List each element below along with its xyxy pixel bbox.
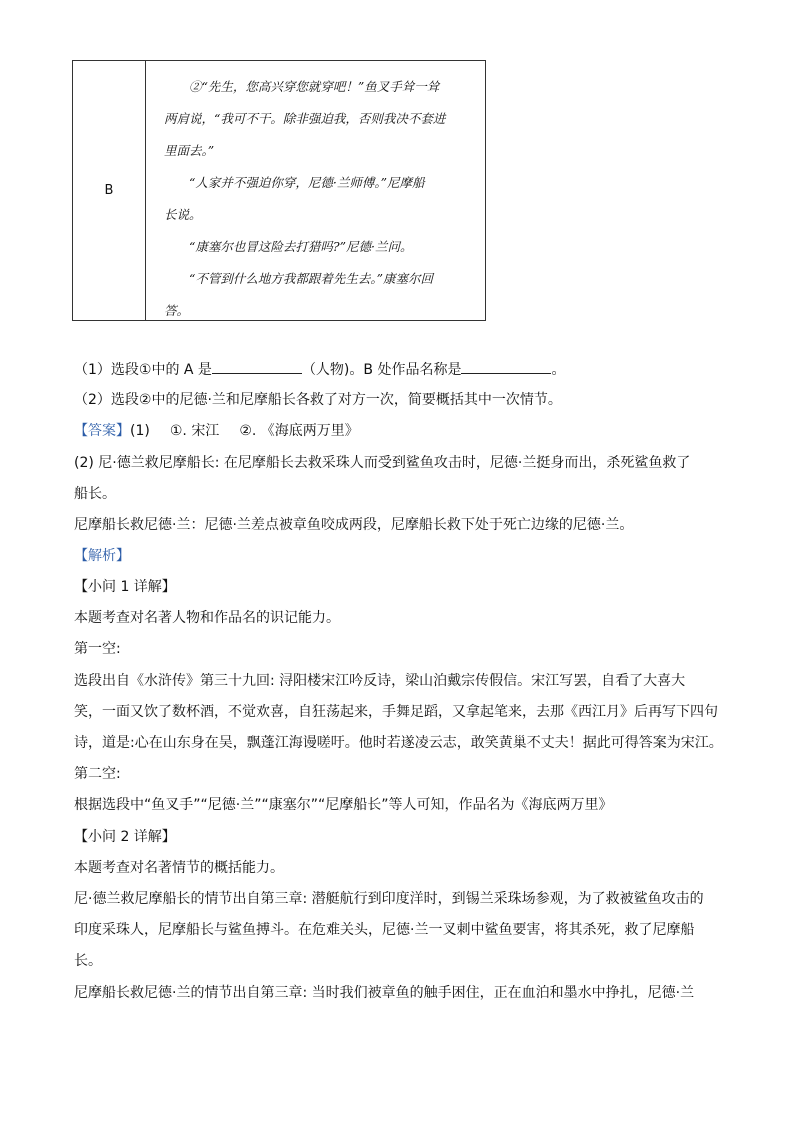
explanation-text: 第二空: <box>74 766 121 782</box>
answer-line: 【答案】(1) ①. 宋江 ②. 《海底两万里》 <box>74 423 359 439</box>
explanation-text: 选段出自《水浒传》第三十九回: 浔阳楼宋江吟反诗，梁山泊戴宗传假信。宋江写罢，自看了大喜大 <box>74 673 686 689</box>
answer-text: 尼摩船长救尼德·兰：尼德·兰差点被章鱼咬成两段，尼摩船长救下处于死亡边缘的尼德·兰。 <box>74 517 634 533</box>
excerpt-line: ②“先生，您高兴穿您就穿吧！”鱼叉手耸一耸 <box>189 79 440 94</box>
excerpt-table <box>72 60 486 321</box>
answer-label: 【答案】 <box>74 423 130 439</box>
explanation-text: 诗，道是:心在山东身在吴，飘蓬江海谩嗟吁。他时若遂凌云志，敢笑黄巢不丈夫！据此可得答案为宋江。 <box>74 735 723 751</box>
table-content-cell <box>146 61 485 320</box>
table-label-cell <box>73 61 146 320</box>
subquestion-2-label: 【小问 2 详解】 <box>74 829 176 845</box>
explanation-text: 尼摩船长救尼德·兰的情节出自第三章: 当时我们被章鱼的触手困住，正在血泊和墨水中挣扎，尼德·兰 <box>74 985 695 1001</box>
answer-blank <box>461 359 551 374</box>
explanation-text: 第一空: <box>74 641 121 657</box>
excerpt-line: 答。 <box>164 303 190 318</box>
excerpt-line: “人家并不强迫你穿，尼德·兰师傅。”尼摩船 <box>189 175 425 190</box>
excerpt-line: “康塞尔也冒这险去打猎吗?”尼德·兰问。 <box>189 239 413 254</box>
excerpt-line: 里面去。” <box>164 143 215 158</box>
question-2: （2）选段②中的尼德·兰和尼摩船长各救了对方一次，简要概括其中一次情节。 <box>74 392 562 408</box>
subquestion-1-label: 【小问 1 详解】 <box>74 579 176 595</box>
explanation-text: 根据选段中“鱼叉手”“尼德·兰”“康塞尔”“尼摩船长”等人可知，作品名为《海底两万里》 <box>74 797 613 813</box>
excerpt-line: 长说。 <box>164 207 202 222</box>
explanation-text: 本题考查对名著情节的概括能力。 <box>74 860 284 876</box>
explanation-text: 印度采珠人，尼摩船长与鲨鱼搏斗。在危难关头，尼德·兰一叉刺中鲨鱼要害，将其杀死，救了尼摩船 <box>74 922 695 938</box>
question-1: （1）选段①中的 A 是 （人物)。B 处作品名称是 。 <box>74 359 565 380</box>
explanation-text: 本题考查对名著人物和作品名的识记能力。 <box>74 610 340 626</box>
answer-text: 船长。 <box>74 486 116 502</box>
answer-text: (2) 尼·德兰救尼摩船长: 在尼摩船长去救采珠人而受到鲨鱼攻击时，尼德·兰挺身而出，杀死鲨鱼救了 <box>74 455 691 471</box>
explanation-text: 笑，一面又饮了数杯酒，不觉欢喜，自狂荡起来，手舞足蹈，又拿起笔来，去那《西江月》后再写下四句 <box>74 704 718 720</box>
table-label: B <box>104 183 114 198</box>
answer-blank <box>212 359 302 374</box>
explanation-text: 长。 <box>74 953 102 969</box>
excerpt-line: “不管到什么地方我都跟着先生去。”康塞尔回 <box>189 271 434 286</box>
excerpt-line: 两肩说，“我可不干。除非强迫我，否则我决不套进 <box>164 111 446 126</box>
analysis-label: 【解析】 <box>74 548 130 564</box>
explanation-text: 尼·德兰救尼摩船长的情节出自第三章: 潜艇航行到印度洋时，到锡兰采珠场参观，为了救被鲨鱼攻击的 <box>74 891 704 907</box>
